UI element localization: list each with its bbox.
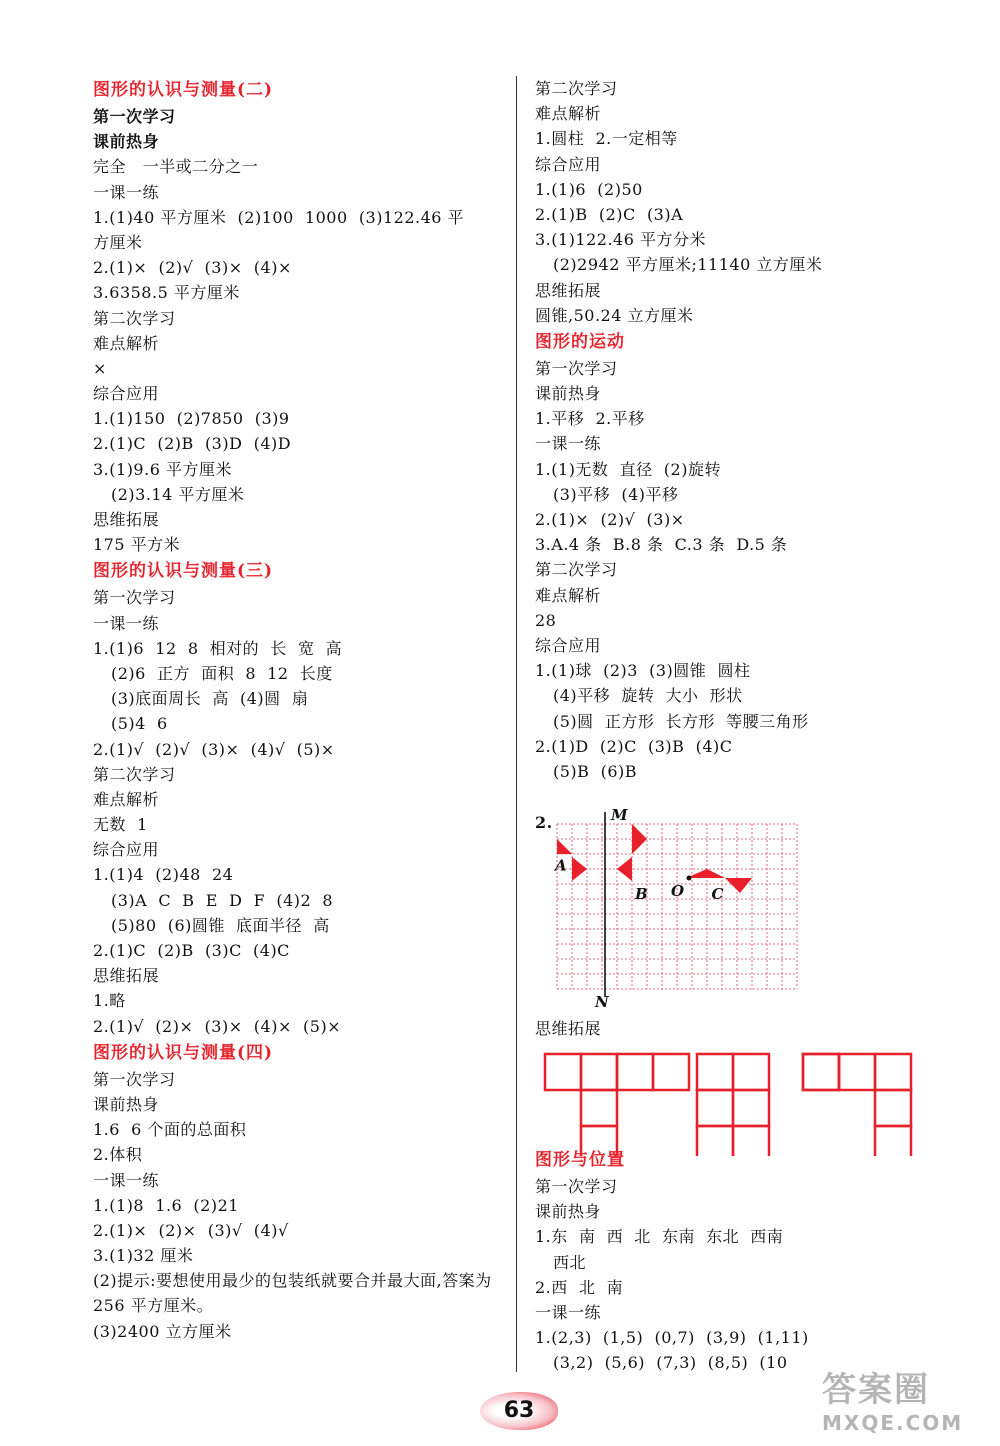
answer-line: 3.(1)122.46 平方分米 xyxy=(535,230,707,250)
answer-line: (5)4 6 xyxy=(111,714,168,734)
answer-line: 1.平移 2.平移 xyxy=(535,409,645,429)
answer-line: 综合应用 xyxy=(535,635,602,655)
answer-line: 2.(1)C (2)B (3)C (4)C xyxy=(93,941,290,960)
triangle-shape xyxy=(557,839,572,854)
answer-line: 第一次学习 xyxy=(535,1177,618,1196)
net-square xyxy=(581,1090,617,1126)
watermark-line1: 答案圈 xyxy=(822,1370,930,1410)
answer-line: 一课一练 xyxy=(535,434,602,454)
answer-line: 1.(1)6 (2)50 xyxy=(535,179,643,199)
answer-line: 课前热身 xyxy=(93,1094,160,1114)
answer-line: 1.(1)球 (2)3 (3)圆锥 圆柱 xyxy=(535,661,751,681)
answer-line: 西北 xyxy=(553,1252,587,1272)
answer-line: 思维拓展 xyxy=(93,510,160,529)
answer-line: 1.(1)150 (2)7850 (3)9 xyxy=(93,409,290,429)
answer-line: 3.A.4 条 B.8 条 C.3 条 D.5 条 xyxy=(535,535,788,555)
reflection-rotation-figure xyxy=(553,808,953,1008)
label-n: N xyxy=(595,993,609,1008)
section-heading: 图形的认识与测量(二) xyxy=(93,80,274,100)
answer-line: 综合应用 xyxy=(535,154,602,174)
right-column xyxy=(535,76,955,1373)
answer-line: 第二次学习 xyxy=(93,308,176,328)
answer-line: 一课一练 xyxy=(535,1302,602,1322)
subheading: 课前热身 xyxy=(93,132,160,152)
answer-line: 2.体积 xyxy=(93,1145,143,1165)
watermark-line2: MXQE.COM xyxy=(822,1411,964,1435)
answer-line: 175 平方米 xyxy=(93,535,181,555)
right-mid-section xyxy=(535,1016,955,1041)
answer-line: 第二次学习 xyxy=(535,79,618,98)
cube-nets-figure xyxy=(535,1046,955,1156)
answer-line: 思维拓展 xyxy=(535,1019,602,1038)
triangle-shape xyxy=(617,857,632,881)
net-square xyxy=(875,1054,911,1090)
answer-line: 1.东 南 西 北 东南 东北 西南 xyxy=(535,1227,784,1247)
section-heading: 图形的认识与测量(四) xyxy=(93,1042,274,1063)
label-b: B xyxy=(635,885,648,903)
answer-line: 1.略 xyxy=(93,991,126,1011)
point-o xyxy=(687,876,692,881)
answer-line: 圆锥,50.24 立方厘米 xyxy=(535,305,694,325)
section-heading: 图形与位置 xyxy=(535,1150,625,1170)
subheading: 第一次学习 xyxy=(93,107,176,126)
answer-line: 1.(1)8 1.6 (2)21 xyxy=(93,1195,239,1215)
answer-line: 思维拓展 xyxy=(93,966,160,986)
net-square xyxy=(581,1054,617,1090)
answer-line: 1.圆柱 2.一定相等 xyxy=(535,129,678,149)
answer-line: 难点解析 xyxy=(93,789,160,809)
answer-line: 1.(1)6 12 8 相对的 长 宽 高 xyxy=(93,638,343,658)
answer-line: 2.(1)B (2)C (3)A xyxy=(535,204,684,224)
left-column xyxy=(93,76,503,1344)
net-square xyxy=(875,1090,911,1126)
net-square xyxy=(617,1054,653,1090)
answer-line: 1.(1)无数 直径 (2)旋转 xyxy=(535,459,721,479)
answer-line: × xyxy=(93,358,107,378)
section-heading: 图形的运动 xyxy=(535,331,625,352)
answer-line: 3.6358.5 平方厘米 xyxy=(93,283,240,303)
answer-line: 2.(1)√ (2)√ (3)× (4)√ (5)× xyxy=(93,739,335,759)
answer-line: 2.(1)√ (2)× (3)× (4)× (5)× xyxy=(93,1016,342,1036)
watermark-logo xyxy=(822,1362,992,1442)
section-heading: 图形的认识与测量(三) xyxy=(93,561,274,582)
answer-line: 1.(1)40 平方厘米 (2)100 1000 (3)122.46 平 xyxy=(93,207,465,227)
answer-line: 思维拓展 xyxy=(535,280,602,300)
answer-line: 完全 一半或二分之一 xyxy=(93,157,259,177)
answer-line: 2.(1)C (2)B (3)D (4)D xyxy=(93,434,292,454)
answer-line: (2)提示:要想使用最少的包装纸就要合并最大面,答案为 256 平方厘米。 xyxy=(93,1271,492,1316)
answer-line: (3)A C B E D F (4)2 8 xyxy=(111,890,334,910)
answer-line: 2.(1)× (2)√ (3)× xyxy=(535,510,685,529)
answer-line: 第一次学习 xyxy=(93,1069,176,1089)
answer-line: (5)圆 正方形 长方形 等腰三角形 xyxy=(553,711,809,731)
figure-number: 2. xyxy=(535,813,553,832)
label-c: C xyxy=(711,885,724,903)
answer-line: (5)80 (6)圆锥 底面半径 高 xyxy=(111,915,330,935)
right-top-section xyxy=(535,76,955,784)
answer-line: 一课一练 xyxy=(93,613,160,633)
triangle-shape xyxy=(725,878,752,893)
answer-line: 3.(1)9.6 平方厘米 xyxy=(93,459,232,479)
net-square xyxy=(733,1090,769,1126)
grid-svg xyxy=(553,808,813,1008)
label-a: A xyxy=(555,856,567,875)
answer-line: 方厘米 xyxy=(93,232,143,252)
page-number: 63 xyxy=(480,1392,558,1430)
net-square xyxy=(839,1054,875,1090)
answer-line: 综合应用 xyxy=(93,840,160,860)
net-square xyxy=(733,1054,769,1090)
net-square xyxy=(697,1054,733,1090)
answer-line: (3)平移 (4)平移 xyxy=(553,484,679,504)
answer-line: 28 xyxy=(535,610,557,630)
answer-line: 课前热身 xyxy=(535,384,602,404)
cube-nets-svg xyxy=(535,1046,955,1156)
answer-line: (3)2400 立方厘米 xyxy=(93,1321,232,1341)
net-square xyxy=(545,1054,581,1090)
answer-line: (2)6 正方 面积 8 12 长度 xyxy=(111,663,333,683)
triangle-shape xyxy=(572,857,587,881)
right-bottom-section xyxy=(535,1146,955,1376)
column-divider xyxy=(516,76,517,1372)
net-square xyxy=(803,1054,839,1090)
answer-line: 课前热身 xyxy=(535,1202,602,1222)
answer-line: (5)B (6)B xyxy=(553,761,638,781)
answer-line: 第一次学习 xyxy=(93,588,176,608)
answer-line: 2.西 北 南 xyxy=(535,1277,624,1297)
answer-line: 第二次学习 xyxy=(535,560,618,580)
net-square xyxy=(653,1054,689,1090)
answer-line: (4)平移 旋转 大小 形状 xyxy=(553,686,743,706)
answer-line: 一课一练 xyxy=(93,182,160,202)
answer-line: 无数 1 xyxy=(93,815,148,835)
answer-line: 2.(1)× (2)√ (3)× (4)× xyxy=(93,258,292,278)
answer-line: 1.(1)4 (2)48 24 xyxy=(93,865,234,885)
answer-line: 难点解析 xyxy=(535,585,602,605)
answer-line: 1.6 6 个面的总面积 xyxy=(93,1120,247,1140)
net-square xyxy=(803,1054,839,1090)
answer-line: 2.(1)× (2)× (3)√ (4)√ xyxy=(93,1220,289,1240)
answer-line: (3)底面周长 高 (4)圆 扇 xyxy=(111,689,309,709)
triangle-shape xyxy=(632,824,647,854)
answer-line: 第二次学习 xyxy=(93,764,176,784)
answer-line: 2.(1)D (2)C (3)B (4)C xyxy=(535,736,733,756)
answer-line: (2)2942 平方厘米;11140 立方厘米 xyxy=(553,255,823,275)
answer-line: 第一次学习 xyxy=(535,358,618,378)
answer-line: 一课一练 xyxy=(93,1170,160,1190)
label-m: M xyxy=(611,808,628,824)
answer-line: (2)3.14 平方厘米 xyxy=(111,484,245,504)
answer-line: 3.(1)32 厘米 xyxy=(93,1246,194,1266)
answer-line: 1.(2,3) (1,5) (0,7) (3,9) (1,11) xyxy=(535,1328,809,1348)
label-o: O xyxy=(671,882,685,900)
answer-line: 难点解析 xyxy=(93,333,160,353)
answer-line: (3,2) (5,6) (7,3) (8,5) (10 xyxy=(553,1353,788,1373)
net-square xyxy=(697,1090,733,1126)
answer-line: 综合应用 xyxy=(93,384,160,404)
answer-line: 难点解析 xyxy=(535,104,602,124)
